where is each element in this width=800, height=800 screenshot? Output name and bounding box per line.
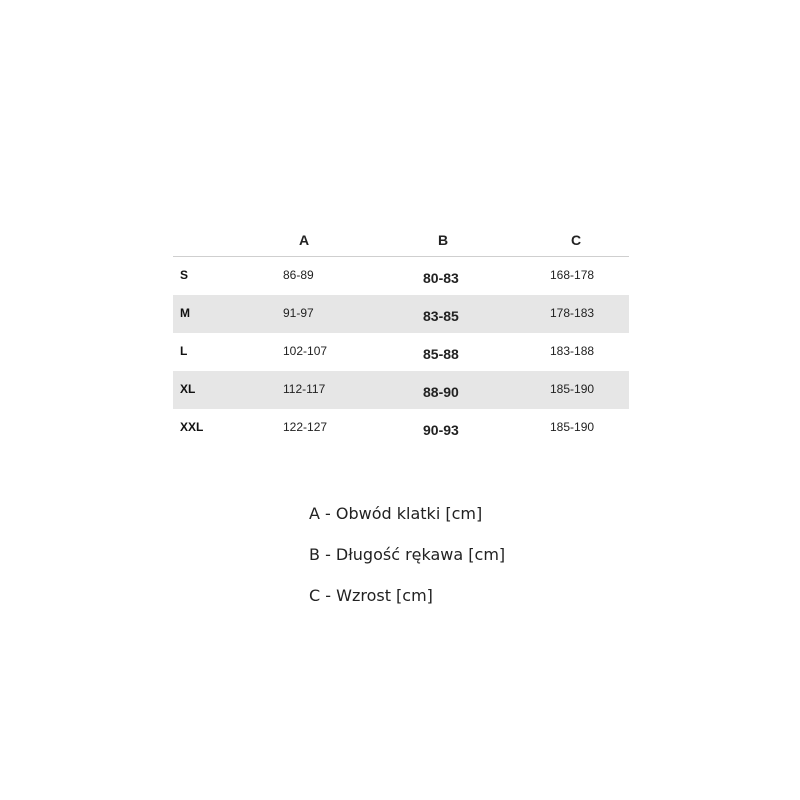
chest-value: 91-97 — [283, 306, 314, 320]
column-header-a: A — [298, 232, 310, 248]
chest-value: 102-107 — [283, 344, 328, 358]
table-row — [173, 333, 629, 371]
chest-value: 112-117 — [283, 382, 326, 396]
column-header-b: B — [437, 232, 449, 248]
sleeve-value: 83-85 — [423, 308, 459, 324]
measurement-legend — [309, 502, 505, 625]
table-row — [173, 371, 629, 409]
height-value: 183-188 — [550, 344, 595, 358]
column-header-c: C — [570, 232, 582, 248]
sleeve-value: 85-88 — [423, 346, 459, 362]
size-label: XXL — [180, 420, 204, 434]
chest-value: 122-127 — [283, 420, 328, 434]
legend-item-chest: A - Obwód klatki [cm] — [309, 504, 483, 523]
table-row — [173, 257, 629, 295]
size-chart-table — [173, 224, 629, 447]
sleeve-value: 88-90 — [423, 384, 459, 400]
chest-value: 86-89 — [283, 268, 314, 282]
legend-item-sleeve: B - Długość rękawa [cm] — [309, 545, 506, 564]
height-value: 178-183 — [550, 306, 595, 320]
height-value: 185-190 — [550, 382, 595, 396]
table-row — [173, 295, 629, 333]
table-header — [173, 224, 629, 257]
size-label: M — [180, 306, 190, 320]
sleeve-value: 90-93 — [423, 422, 459, 438]
height-value: 168-178 — [550, 268, 595, 282]
height-value: 185-190 — [550, 420, 595, 434]
table-row — [173, 409, 629, 447]
sleeve-value: 80-83 — [423, 270, 459, 286]
size-label: L — [180, 344, 188, 358]
legend-item-height: C - Wzrost [cm] — [309, 586, 433, 605]
size-label: S — [180, 268, 189, 282]
size-label: XL — [180, 382, 196, 396]
